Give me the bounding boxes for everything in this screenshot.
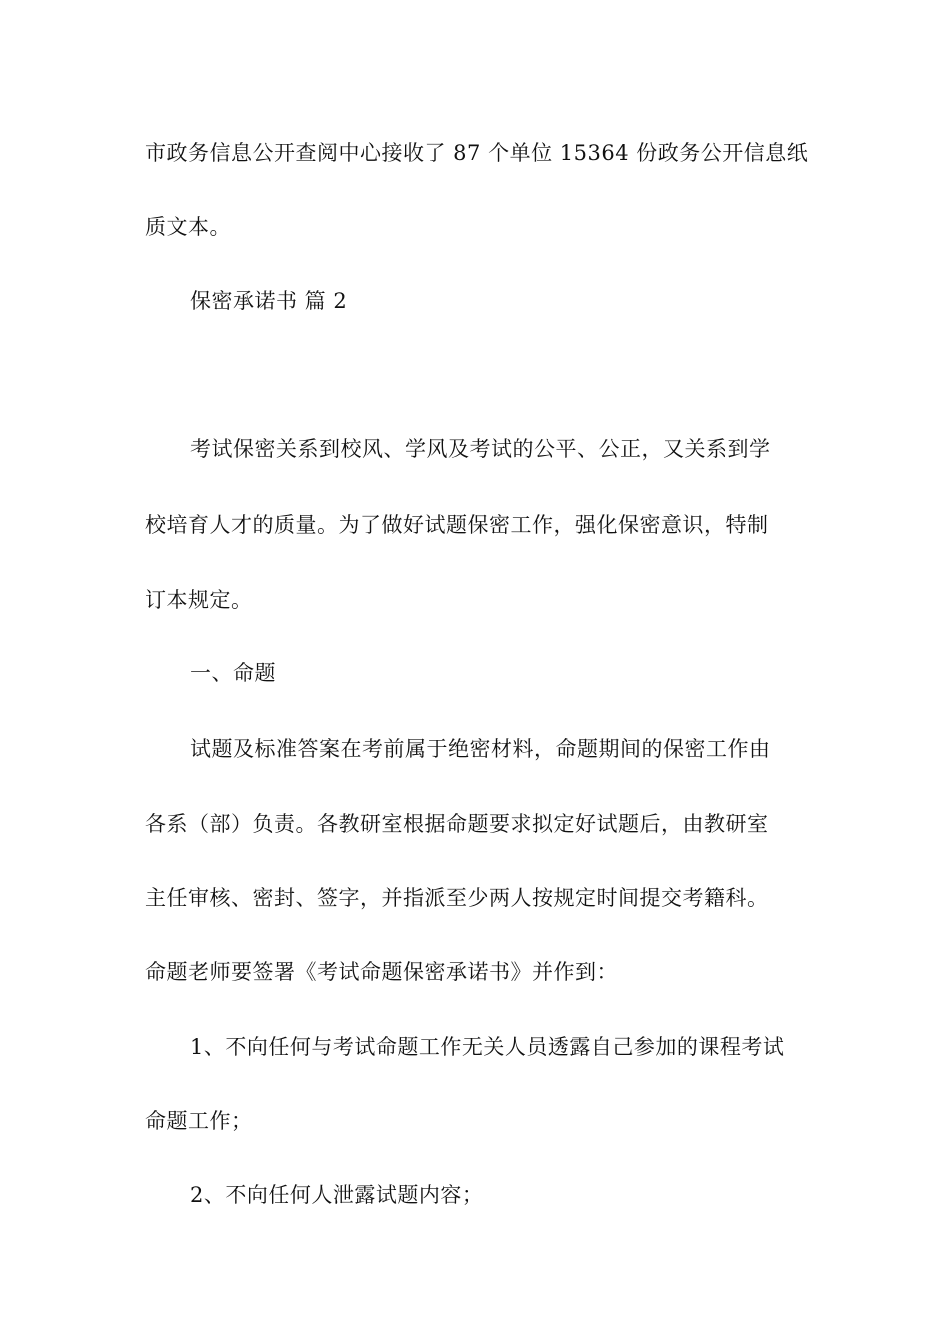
paragraph-line: 质文本。: [145, 215, 231, 239]
paragraph-line: 订本规定。: [145, 588, 253, 612]
paragraph-line: 市政务信息公开查阅中心接收了 87 个单位 15364 份政务公开信息纸: [145, 141, 809, 165]
paragraph-line: 命题老师要签署《考试命题保密承诺书》并作到：: [145, 960, 618, 984]
paragraph-line: 试题及标准答案在考前属于绝密材料，命题期间的保密工作由: [190, 737, 771, 761]
paragraph-line: 校培育人才的质量。为了做好试题保密工作，强化保密意识，特制: [145, 513, 769, 537]
paragraph-line: 考试保密关系到校风、学风及考试的公平、公正，又关系到学: [190, 437, 771, 461]
list-item-line: 命题工作；: [145, 1109, 253, 1133]
list-item-line: 1、不向任何与考试命题工作无关人员透露自己参加的课程考试: [190, 1035, 785, 1059]
paragraph-line: 主任审核、密封、签字，并指派至少两人按规定时间提交考籍科。: [145, 886, 769, 910]
subsection-heading: 一、命题: [190, 661, 276, 685]
list-item-line: 2、不向任何人泄露试题内容；: [190, 1183, 484, 1207]
paragraph-line: 各系（部）负责。各教研室根据命题要求拟定好试题后，由教研室: [145, 812, 769, 836]
section-heading: 保密承诺书 篇 2: [190, 289, 348, 313]
